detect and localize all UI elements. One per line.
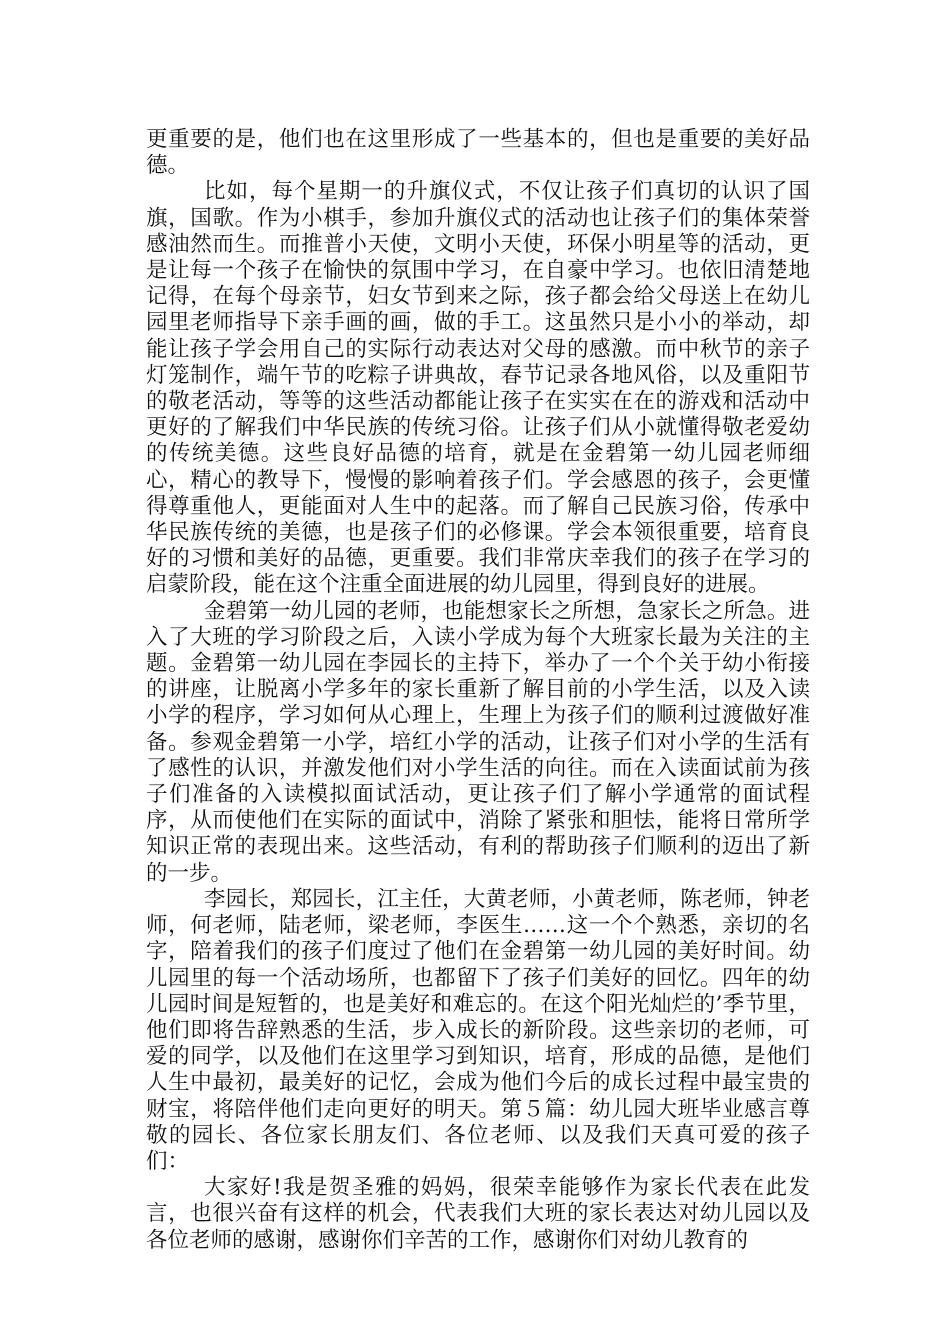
- paragraph-continuation: 更重要的是，他们也在这里形成了一些基本的，但也是重要的美好品德。: [146, 127, 810, 179]
- paragraph-flag-ceremony: 比如，每个星期一的升旗仪式，不仅让孩子们真切的认识了国旗，国歌。作为小棋手，参加升旗仪式的活动也让孩子们的集体荣誉感油然而生。而推普小天使，文明小天使，环保小明星等的活动，更是让每一个孩子在愉快的氛围中学习，在自豪中学习。也依旧清楚地记得，在每个母亲节，妇女节到来之际，孩子都会给父母送上在幼儿园里老师指导下亲手画的画，做的手工。这虽然只是小小的举动，却能让孩子学会用自己的实际行动表达对父母的感激。而中秋节的亲子灯笼制作，端午节的吃粽子讲典故，春节记录各地风俗，以及重阳节的敬老活动，等等的这些活动都能让孩子在实实在在的游戏和活动中更好的了解我们中华民族的传统习俗。让孩子们从小就懂得敬老爱幼的传统美德。这些良好品德的培育，就是在金碧第一幼儿园老师细心，精心的教导下，慢慢的影响着孩子们。学会感恩的孩子，会更懂得尊重他人，更能面对人生中的起落。而了解自己民族习俗，传承中华民族传统的美德，也是孩子们的必修课。学会本领很重要，培育良好的习惯和美好的品德，更重要。我们非常庆幸我们的孩子在学习的启蒙阶段，能在这个注重全面进展的幼儿园里，得到良好的进展。: [146, 179, 810, 598]
- paragraph-teachers-care: 金碧第一幼儿园的老师，也能想家长之所想，急家长之所急。进入了大班的学习阶段之后，入读小学成为每个大班家长最为关注的主题。金碧第一幼儿园在李园长的主持下，举办了一个个关于幼小衔接的讲座，让脱离小学多年的家长重新了解目前的小学生活，以及入读小学的程序，学习如何从心理上，生理上为孩子们的顺利过渡做好准备。参观金碧第一小学，培红小学的活动，让孩子们对小学的生活有了感性的认识，并激发他们对小学生活的向往。而在入读面试前为孩子们准备的入读模拟面试活动，更让孩子们了解小学通常的面试程序，从而使他们在实际的面试中，消除了紧张和胆怯，能将日常所学知识正常的表现出来。这些活动，有利的帮助孩子们顺利的迈出了新的一步。: [146, 598, 810, 886]
- document-body: [146, 127, 810, 1254]
- paragraph-thanks-teachers: 李园长，郑园长，江主任，大黄老师，小黄老师，陈老师，钟老师，何老师，陆老师，梁老师，李医生……这一个个熟悉，亲切的名字，陪着我们的孩子们度过了他们在金碧第一幼儿园的美好时间。幼儿园里的每一个活动场所，也都留下了孩子们美好的回忆。四年的幼儿园时间是短暂的，也是美好和难忘的。在这个阳光灿烂的’季节里，他们即将告辞熟悉的生活，步入成长的新阶段。这些亲切的老师，可爱的同学，以及他们在这里学习到知识，培育，形成的品德，是他们人生中最初，最美好的记忆，会成为他们今后的成长过程中最宝贵的财宝，将陪伴他们走向更好的明天。第５篇：幼儿园大班毕业感言尊敬的园长、各位家长朋友们、各位老师、以及我们天真可爱的孩子们：: [146, 886, 810, 1174]
- paragraph-parent-speech: 大家好!我是贺圣雅的妈妈，很荣幸能够作为家长代表在此发言，也很兴奋有这样的机会，代表我们大班的家长表达对幼儿园以及各位老师的感谢，感谢你们辛苦的工作，感谢你们对幼儿教育的: [146, 1175, 810, 1253]
